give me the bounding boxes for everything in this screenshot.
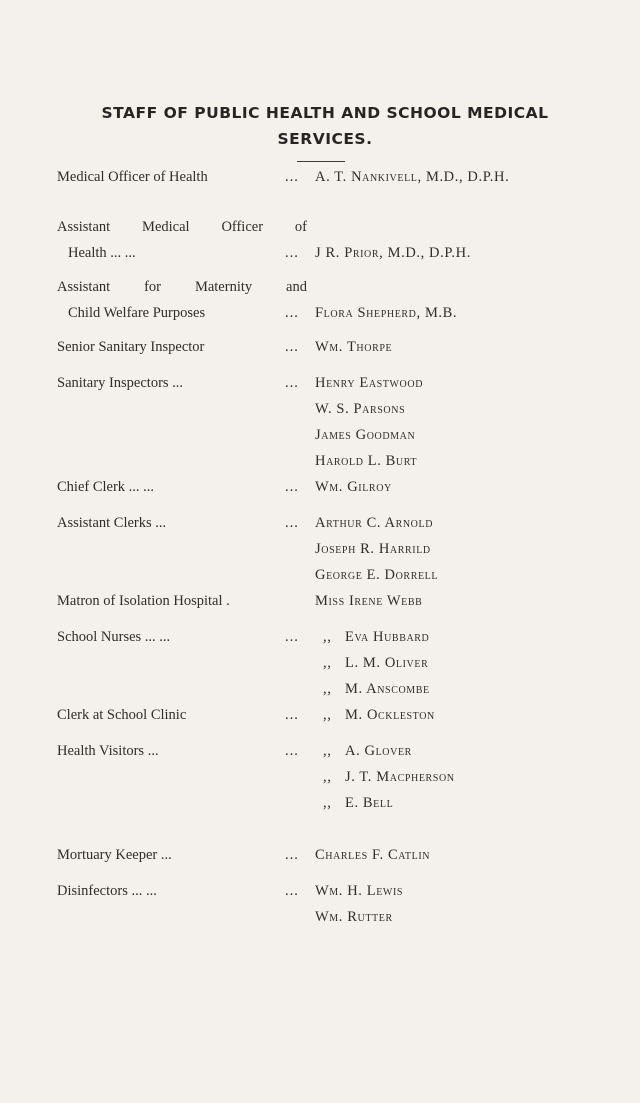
page-title-line-1: STAFF OF PUBLIC HEALTH AND SCHOOL MEDICAL bbox=[101, 104, 549, 122]
staff-holder-name: W. S. Parsons bbox=[315, 401, 406, 417]
dot-leader: ... bbox=[285, 883, 299, 899]
staff-holder bbox=[315, 240, 615, 266]
staff-holder bbox=[315, 878, 615, 904]
staff-holder-name: Arthur C. Arnold bbox=[315, 515, 434, 531]
staff-holder-name: Wm. Gilroy bbox=[315, 479, 392, 495]
staff-role-line: Senior Sanitary Inspector bbox=[57, 339, 205, 355]
staff-holder bbox=[315, 842, 615, 868]
staff-holders bbox=[315, 370, 615, 474]
staff-role bbox=[57, 702, 307, 728]
staff-role bbox=[57, 878, 307, 904]
staff-holder bbox=[315, 624, 615, 650]
staff-holder bbox=[315, 562, 615, 588]
staff-holder bbox=[315, 536, 615, 562]
ditto-mark: ,, bbox=[323, 795, 332, 811]
staff-role-line: Disinfectors ... ... bbox=[57, 883, 157, 899]
staff-holder-name: J R. Prior, M.D., D.P.H. bbox=[315, 245, 471, 261]
dot-leader: ... bbox=[285, 515, 299, 531]
dot-leader: ... bbox=[285, 245, 299, 261]
dot-leader: ... bbox=[285, 169, 299, 185]
dot-leader: ... bbox=[285, 305, 299, 321]
staff-holders bbox=[315, 164, 615, 190]
staff-role bbox=[57, 738, 307, 764]
staff-holder-name: Flora Shepherd, M.B. bbox=[315, 305, 458, 321]
staff-holder-name: Eva Hubbard bbox=[345, 629, 430, 645]
staff-role-line: Medical Officer of Health bbox=[57, 169, 208, 185]
staff-holder bbox=[315, 448, 615, 474]
staff-role bbox=[57, 334, 307, 360]
staff-holders bbox=[315, 240, 615, 266]
staff-holders bbox=[315, 702, 615, 728]
staff-holder-name: George E. Dorrell bbox=[315, 567, 439, 583]
staff-holders bbox=[315, 624, 615, 702]
staff-role-line: Child Welfare Purposes bbox=[68, 305, 206, 321]
staff-role bbox=[57, 510, 307, 536]
dot-leader: ... bbox=[285, 339, 299, 355]
staff-holder bbox=[315, 904, 615, 930]
staff-holder-name: E. Bell bbox=[345, 795, 394, 811]
staff-holder bbox=[315, 764, 615, 790]
staff-holder-name: Henry Eastwood bbox=[315, 375, 424, 391]
dot-leader: ... bbox=[285, 743, 299, 759]
ditto-mark: ,, bbox=[323, 707, 332, 723]
staff-holder bbox=[315, 370, 615, 396]
staff-holder bbox=[315, 164, 615, 190]
staff-role-line: Health Visitors ... bbox=[57, 743, 159, 759]
staff-role-line: Matron of Isolation Hospital . bbox=[57, 593, 230, 609]
dot-leader: ... bbox=[285, 375, 299, 391]
staff-holders bbox=[315, 878, 615, 930]
staff-holder-name: M. Ockleston bbox=[345, 707, 435, 723]
staff-holder-name: James Goodman bbox=[315, 427, 416, 443]
staff-holder bbox=[315, 422, 615, 448]
dot-leader: ... bbox=[285, 847, 299, 863]
staff-role bbox=[57, 214, 307, 266]
staff-holder-name: Wm. Rutter bbox=[315, 909, 393, 925]
staff-role-line: Assistant Clerks ... bbox=[57, 515, 167, 531]
staff-holder-name: A. Glover bbox=[345, 743, 412, 759]
staff-role bbox=[57, 370, 307, 396]
ditto-mark: ,, bbox=[323, 681, 332, 697]
staff-holder bbox=[315, 510, 615, 536]
staff-role bbox=[57, 164, 307, 190]
staff-holder bbox=[315, 300, 615, 326]
dot-leader: ... bbox=[285, 707, 299, 723]
page-title bbox=[60, 100, 590, 152]
staff-holder bbox=[315, 650, 615, 676]
staff-holder-name: Wm. H. Lewis bbox=[315, 883, 404, 899]
staff-holder bbox=[315, 474, 615, 500]
staff-holder bbox=[315, 334, 615, 360]
ditto-mark: ,, bbox=[323, 655, 332, 671]
staff-holder-name: L. M. Oliver bbox=[345, 655, 429, 671]
staff-role bbox=[57, 842, 307, 868]
staff-holder bbox=[315, 738, 615, 764]
staff-role bbox=[57, 474, 307, 500]
staff-role bbox=[57, 624, 307, 650]
title-divider bbox=[297, 161, 345, 162]
ditto-mark: ,, bbox=[323, 743, 332, 759]
staff-holder-name: A. T. Nankivell, M.D., D.P.H. bbox=[315, 169, 510, 185]
staff-holder bbox=[315, 588, 615, 614]
staff-holders bbox=[315, 334, 615, 360]
staff-holder bbox=[315, 790, 615, 816]
staff-holder-name: Miss Irene Webb bbox=[315, 593, 423, 609]
staff-holder-name: Joseph R. Harrild bbox=[315, 541, 431, 557]
page-title-line-2: SERVICES. bbox=[277, 130, 373, 148]
staff-holder-name: Harold L. Burt bbox=[315, 453, 418, 469]
staff-role-line: Sanitary Inspectors ... bbox=[57, 375, 184, 391]
staff-holder-name: Charles F. Catlin bbox=[315, 847, 431, 863]
staff-role bbox=[57, 588, 307, 614]
staff-role-line: Assistant for Maternity and bbox=[57, 279, 307, 295]
staff-holder-name: J. T. Macpherson bbox=[345, 769, 455, 785]
staff-role-line: Mortuary Keeper ... bbox=[57, 847, 172, 863]
staff-holders bbox=[315, 300, 615, 326]
dot-leader: ... bbox=[285, 629, 299, 645]
staff-role-line: Chief Clerk ... ... bbox=[57, 479, 155, 495]
staff-holders bbox=[315, 738, 615, 816]
staff-holders bbox=[315, 474, 615, 500]
staff-role bbox=[57, 274, 307, 326]
ditto-mark: ,, bbox=[323, 629, 332, 645]
staff-role-line: Clerk at School Clinic bbox=[57, 707, 187, 723]
staff-holder bbox=[315, 396, 615, 422]
staff-holders bbox=[315, 588, 615, 614]
staff-holders bbox=[315, 842, 615, 868]
staff-role-line: Assistant Medical Officer of bbox=[57, 219, 307, 235]
dot-leader: ... bbox=[285, 479, 299, 495]
ditto-mark: ,, bbox=[323, 769, 332, 785]
staff-holder bbox=[315, 702, 615, 728]
staff-holder-name: M. Anscombe bbox=[345, 681, 430, 697]
staff-role-line: School Nurses ... ... bbox=[57, 629, 171, 645]
staff-holder-name: Wm. Thorpe bbox=[315, 339, 393, 355]
staff-role-line: Health ... ... bbox=[68, 245, 136, 261]
staff-holders bbox=[315, 510, 615, 588]
staff-holder bbox=[315, 676, 615, 702]
